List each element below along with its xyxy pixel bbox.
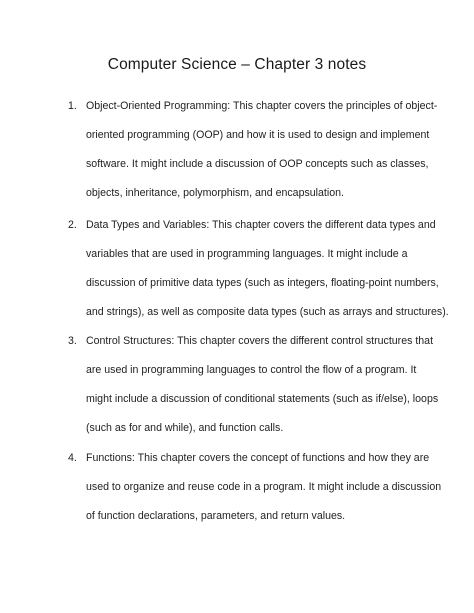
list-item-text [86,444,442,531]
text-line: used to organize and reuse code in a program. It might include a discussion [86,481,442,493]
text-line: (such as for and while), and function calls. [86,422,284,434]
list-item-number: 2. [68,219,77,231]
list-item-text [86,92,438,208]
document-title: Computer Science – Chapter 3 notes [107,56,367,73]
list-item-number: 4. [68,452,77,464]
text-line: Control Structures: This chapter covers the different control structures that [86,335,434,347]
text-line: and strings), as well as composite data types (such as arrays and structures). [86,306,449,318]
list-item-number: 3. [68,335,77,347]
list-item-text [86,327,439,443]
text-line: Functions: This chapter covers the concept of functions and how they are [86,452,430,464]
list-item-number: 1. [68,100,77,112]
text-line: oriented programming (OOP) and how it is used to design and implement [86,129,430,141]
text-line: variables that are used in programming languages. It might include a [86,248,408,260]
text-line: discussion of primitive data types (such as integers, floating-point numbers, [86,277,439,289]
text-line: might include a discussion of conditional statements (such as if/else), loops [86,393,439,405]
text-line: Object-Oriented Programming: This chapter covers the principles of object- [86,100,438,112]
text-line: of function declarations, parameters, and return values. [86,510,346,522]
list-item-text [86,211,449,327]
text-line: are used in programming languages to control the flow of a program. It [86,364,417,376]
text-line: Data Types and Variables: This chapter covers the different data types and [86,219,436,231]
text-line: objects, inheritance, polymorphism, and encapsulation. [86,187,344,199]
text-line: software. It might include a discussion of OOP concepts such as classes, [86,158,429,170]
